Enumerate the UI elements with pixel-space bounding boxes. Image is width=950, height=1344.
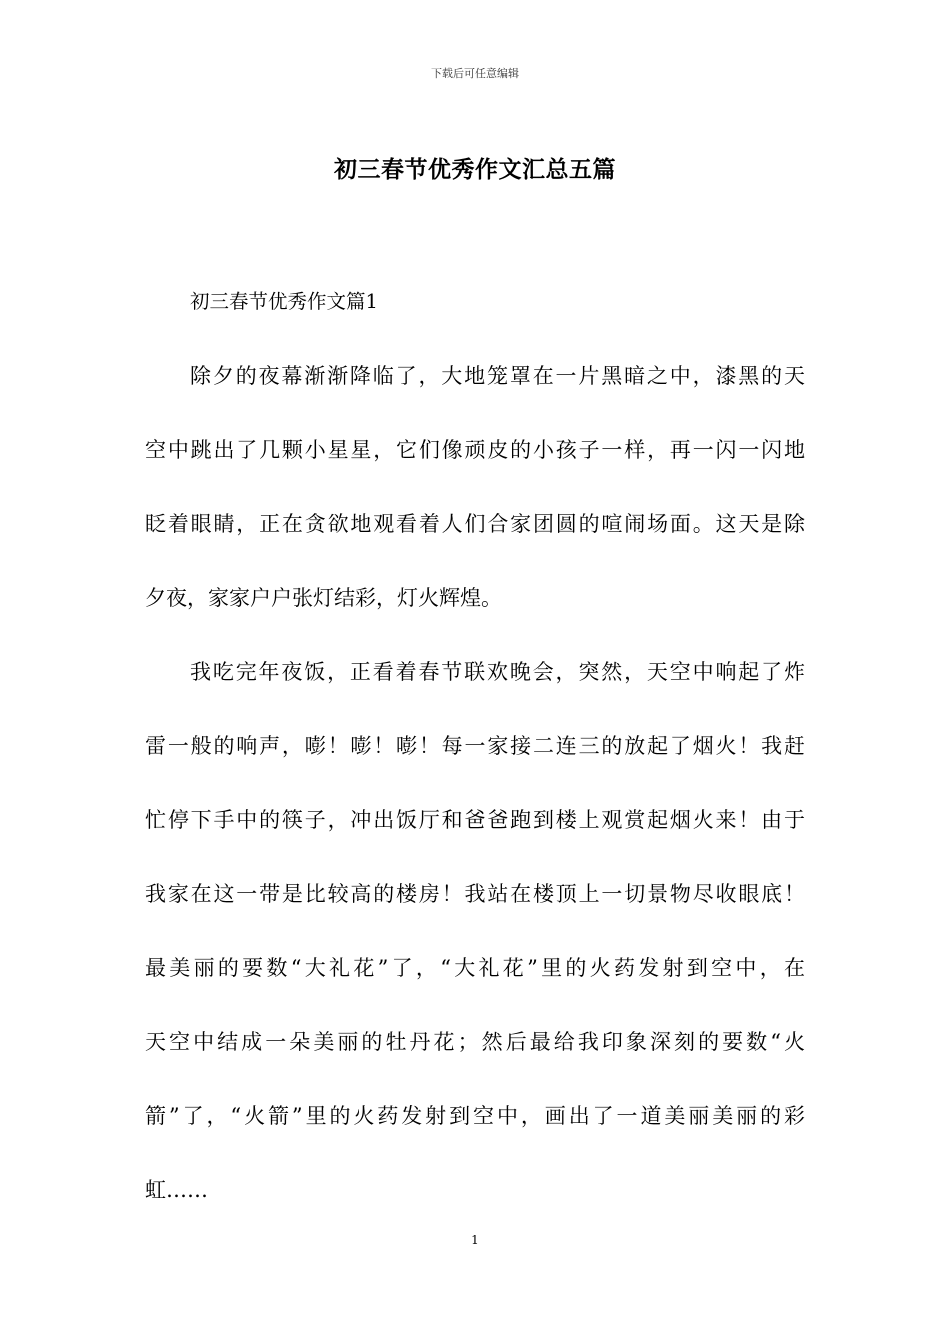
paragraph-2-line-7: 箭”了，“火箭”里的火药发射到空中，画出了一道美丽美丽的彩 bbox=[145, 1104, 805, 1128]
section-heading: 初三春节优秀作文篇1 bbox=[190, 290, 378, 313]
paragraph-1-line-4: 夕夜，家家户户张灯结彩，灯火辉煌。 bbox=[145, 586, 502, 610]
paragraph-1-line-3: 眨着眼睛，正在贪欲地观看着人们合家团圆的喧闹场面。这天是除 bbox=[145, 512, 805, 536]
paragraph-2-line-3: 忙停下手中的筷子，冲出饭厅和爸爸跑到楼上观赏起烟火来！由于 bbox=[145, 808, 805, 832]
paragraph-2-line-1: 我吃完年夜饭，正看着春节联欢晚会，突然，天空中响起了炸 bbox=[190, 660, 805, 684]
paragraph-1-line-1: 除夕的夜幕渐渐降临了，大地笼罩在一片黑暗之中，漆黑的天 bbox=[190, 364, 805, 388]
paragraph-2-line-2: 雷一般的响声，嘭！嘭！嘭！每一家接二连三的放起了烟火！我赶 bbox=[145, 734, 805, 758]
paragraph-2-line-5: 最美丽的要数“大礼花”了，“大礼花”里的火药发射到空中，在 bbox=[145, 956, 805, 980]
page-number: 1 bbox=[471, 1233, 479, 1247]
document-title: 初三春节优秀作文汇总五篇 bbox=[334, 156, 616, 183]
paragraph-1-line-2: 空中跳出了几颗小星星，它们像顽皮的小孩子一样，再一闪一闪地 bbox=[145, 438, 805, 462]
paragraph-2-line-4: 我家在这一带是比较高的楼房！我站在楼顶上一切景物尽收眼底！ bbox=[145, 882, 805, 906]
paragraph-2-line-8: 虹…… bbox=[145, 1178, 208, 1202]
paragraph-2-line-6: 天空中结成一朵美丽的牡丹花；然后最给我印象深刻的要数“火 bbox=[145, 1030, 805, 1054]
header-note: 下载后可任意编辑 bbox=[431, 67, 519, 80]
